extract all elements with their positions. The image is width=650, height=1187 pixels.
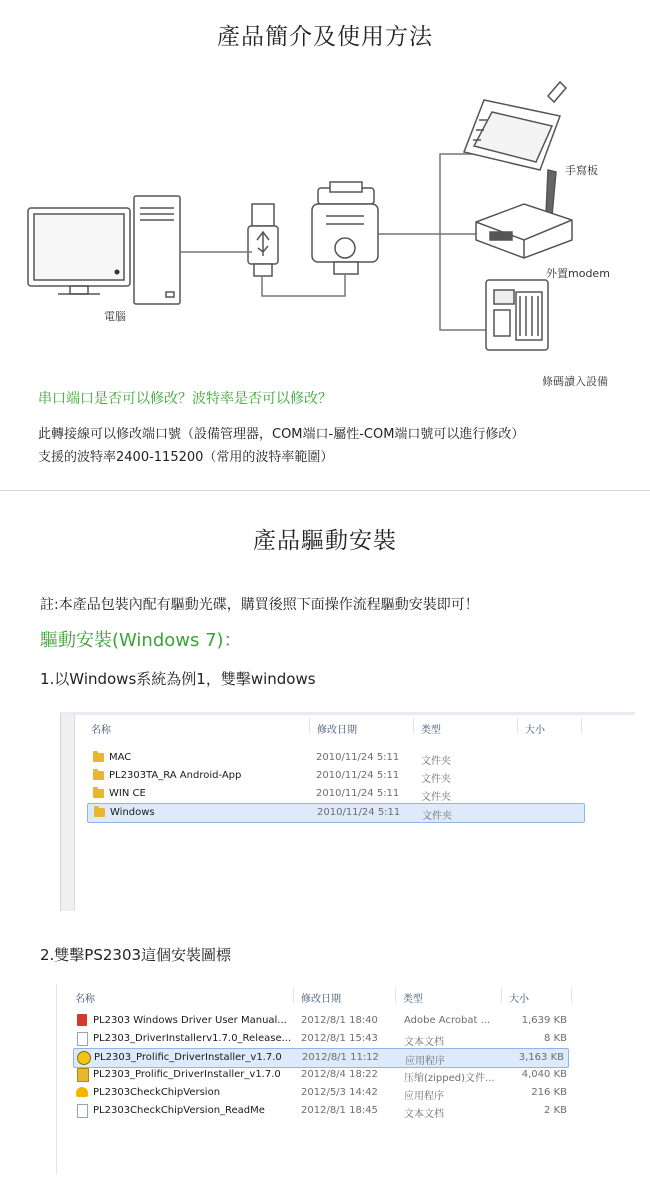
modem-icon — [476, 170, 572, 258]
column-headers — [57, 984, 635, 1006]
faq-answer-2: 支援的波特率2400-115200（常用的波特率範圍） — [38, 450, 334, 465]
tablet-label: 手寫板 — [565, 164, 598, 177]
db9-adapter-icon — [312, 182, 378, 274]
col-size[interactable]: 大小 — [509, 994, 529, 1005]
list-item[interactable]: PL2303TA_RA Android-App 2010/11/24 5:11 文件夹 — [87, 767, 587, 785]
computer-icon — [28, 196, 180, 304]
scrollbar[interactable] — [61, 715, 75, 911]
application-icon — [76, 1087, 88, 1097]
col-name[interactable]: 名称 — [75, 994, 95, 1005]
folder-icon — [93, 789, 104, 798]
folder-icon — [94, 808, 105, 817]
list-item[interactable]: PL2303CheckChipVersion 2012/5/3 14:42 应用程序 216 KB — [73, 1084, 571, 1102]
folder-icon — [93, 771, 104, 780]
section-divider — [0, 490, 650, 491]
step2-text: 2.雙擊PS2303這個安裝圖標 — [40, 946, 232, 964]
list-item[interactable]: PL2303_Prolific_DriverInstaller_v1.7.0 2012/8/4 18:22 压缩(zipped)文件... 4,040 KB — [73, 1066, 571, 1084]
list-item[interactable]: PL2303CheckChipVersion_ReadMe 2012/8/1 18:45 文本文档 2 KB — [73, 1102, 571, 1120]
barcode-label: 條碼讀入設備 — [542, 375, 608, 388]
section1-title: 產品簡介及使用方法 — [217, 24, 433, 50]
list-item-selected[interactable]: PL2303_Prolific_DriverInstaller_v1.7.0 2012/8/1 11:12 应用程序 3,163 KB — [73, 1048, 569, 1068]
list-item[interactable]: PL2303_DriverInstallerv1.7.0_Release... 2012/8/1 15:43 文本文档 8 KB — [73, 1030, 571, 1048]
col-date[interactable]: 修改日期 — [301, 994, 341, 1005]
modem-label: 外置modem — [546, 267, 610, 280]
list-item-selected[interactable]: Windows 2010/11/24 5:11 文件夹 — [87, 803, 585, 823]
step1-text: 1.以Windows系統為例1，雙擊windows — [40, 670, 316, 688]
connection-diagram — [0, 80, 650, 400]
column-headers — [61, 715, 635, 737]
explorer-window-1 — [60, 712, 635, 911]
text-file-icon — [77, 1032, 88, 1046]
computer-label: 電腦 — [104, 310, 126, 323]
col-date[interactable]: 修改日期 — [317, 725, 357, 736]
list-item[interactable]: MAC 2010/11/24 5:11 文件夹 — [87, 749, 587, 767]
col-size[interactable]: 大小 — [525, 725, 545, 736]
pdf-icon — [77, 1014, 87, 1026]
faq-answer-1: 此轉接線可以修改端口號（設備管理器，COM端口-屬性-COM端口號可以進行修改） — [38, 427, 525, 442]
usb-connector-icon — [248, 204, 278, 276]
install-subtitle: 驅動安裝(Windows 7)： — [40, 630, 242, 651]
explorer-window-2 — [56, 984, 635, 1174]
section2-title: 產品驅動安裝 — [253, 528, 397, 554]
text-file-icon — [77, 1104, 88, 1118]
col-name[interactable]: 名称 — [91, 725, 111, 736]
col-type[interactable]: 类型 — [403, 994, 423, 1005]
zip-icon — [77, 1068, 89, 1082]
installer-icon — [77, 1051, 91, 1065]
col-type[interactable]: 类型 — [421, 725, 441, 736]
faq-question: 串口端口是否可以修改？波特率是否可以修改？ — [38, 391, 332, 407]
install-note: 註:本產品包裝內配有驅動光碟，購買後照下面操作流程驅動安裝即可！ — [40, 597, 479, 613]
tablet-icon — [464, 82, 566, 170]
list-item[interactable]: WIN CE 2010/11/24 5:11 文件夹 — [87, 785, 587, 803]
barcode-device-icon — [486, 280, 548, 350]
folder-icon — [93, 753, 104, 762]
list-item[interactable]: PL2303 Windows Driver User Manual... 2012/8/1 18:40 Adobe Acrobat ... 1,639 KB — [73, 1012, 571, 1030]
